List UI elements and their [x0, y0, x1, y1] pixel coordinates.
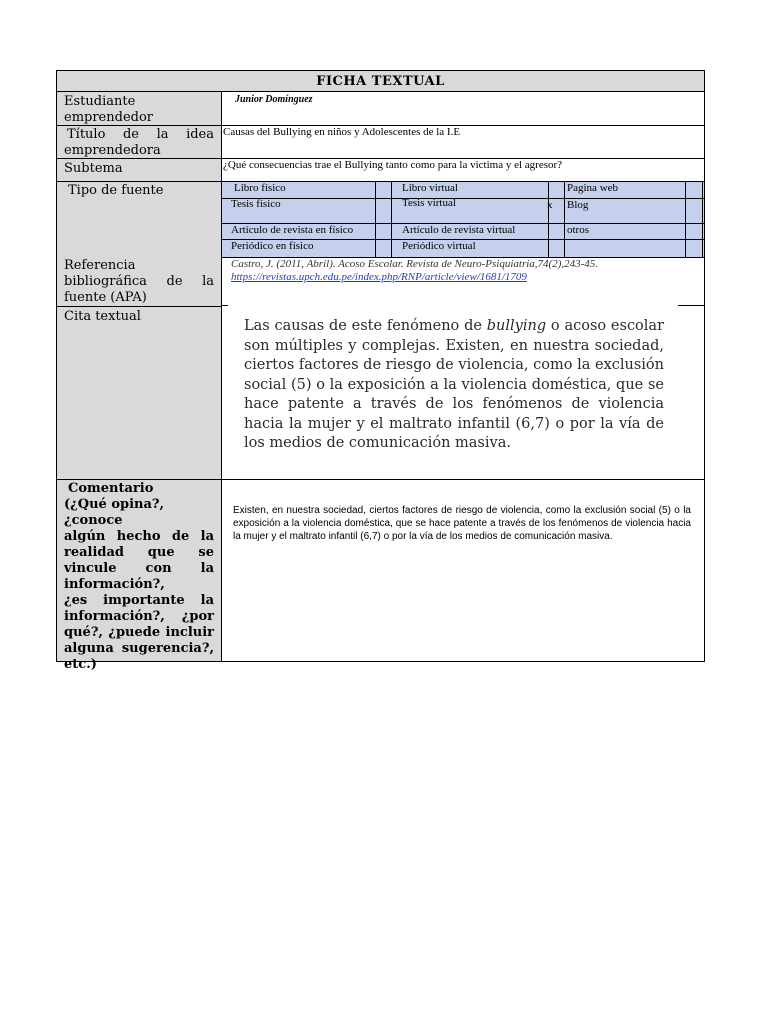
source-type-row	[57, 182, 704, 258]
option-tesis-virtual: Tesis virtual	[402, 197, 456, 209]
quote-row	[57, 307, 704, 480]
option-blog: Blog	[567, 199, 589, 211]
reference-value	[222, 258, 704, 307]
ficha-textual-table	[56, 70, 705, 672]
comment-row	[57, 480, 704, 672]
comment-value	[222, 480, 704, 661]
quote-text: Las causas de este fenómeno de bullying o acoso escolar son múltiples y complejas. Existen, en nuestra sociedad, ciertos factores de riesgo de violencia, como la exclusión social (5) o la exposición a la violencia doméstica, que se hace patente a través de los fenómenos de violencia hacia la mujer y el maltrato infantil (6,7) o por la vía de los medios de comunicación masiva.	[244, 318, 665, 451]
option-otros: otros	[567, 224, 589, 236]
quote-image	[244, 317, 664, 473]
subtopic-value: ¿Qué consecuencias trae el Bullying tanto como para la victima y el agresor?	[223, 159, 563, 171]
idea-title-row	[57, 126, 704, 159]
option-revista-virtual: Artículo de revista virtual	[402, 224, 516, 236]
option-tesis-fisico: Tesis físico	[231, 198, 281, 210]
student-row	[57, 92, 704, 126]
reference-label: Referencia bibliográfica de la fuente (APA)	[57, 258, 222, 307]
option-periodico-virtual: Periódico virtual	[402, 240, 476, 252]
source-type-grid	[222, 182, 704, 258]
form-title: FICHA TEXTUAL	[57, 71, 704, 92]
blog-selected-mark: x	[547, 199, 553, 211]
source-type-label: Tipo de fuente	[57, 182, 222, 258]
quote-label: Cita textual	[57, 307, 222, 479]
student-label: Estudiante emprendedor	[57, 92, 222, 125]
subtopic-row	[57, 159, 704, 182]
student-value: Junior Domínguez	[235, 94, 313, 105]
option-pagina-web: Pagina web	[567, 182, 619, 194]
option-periodico-fisico: Periódico en físico	[231, 240, 314, 252]
subtopic-label: Subtema	[57, 159, 222, 181]
option-libro-virtual: Libro virtual	[402, 182, 458, 194]
quote-value	[222, 307, 704, 479]
option-libro-fisico: Libro físico	[234, 182, 286, 194]
reference-citation: Castro, J. (2011, Abril). Acoso Escolar. Revista de Neuro-Psiquiatria,74(2),243-45.	[231, 258, 599, 270]
option-revista-fisico: Artículo de revista en físico	[231, 224, 354, 236]
comment-label: Comentario (¿Qué opina?, ¿conoce algún hecho de la realidad que se vincule con la información?, ¿es importante la información?, ¿por qué?, ¿puede incluir alguna sugerencia?, etc.)	[57, 480, 222, 661]
idea-title-value: Causas del Bullying en niños y Adolescentes de la I.E	[223, 126, 461, 138]
reference-link[interactable]: https://revistas.upch.edu.pe/index.php/RNP/article/view/1681/1709	[231, 271, 527, 283]
idea-title-label: Título de la idea emprendedora	[57, 126, 222, 158]
reference-row	[57, 258, 704, 307]
comment-text: Existen, en nuestra sociedad, ciertos factores de riesgo de violencia, como la exclusión social (5) o la exposición a la violencia doméstica, que se hace patente a través de los fenómenos de violencia hacia la mujer y el maltrato infantil (6,7) o por la vía de los medios de comunicación masiva.	[233, 505, 691, 542]
